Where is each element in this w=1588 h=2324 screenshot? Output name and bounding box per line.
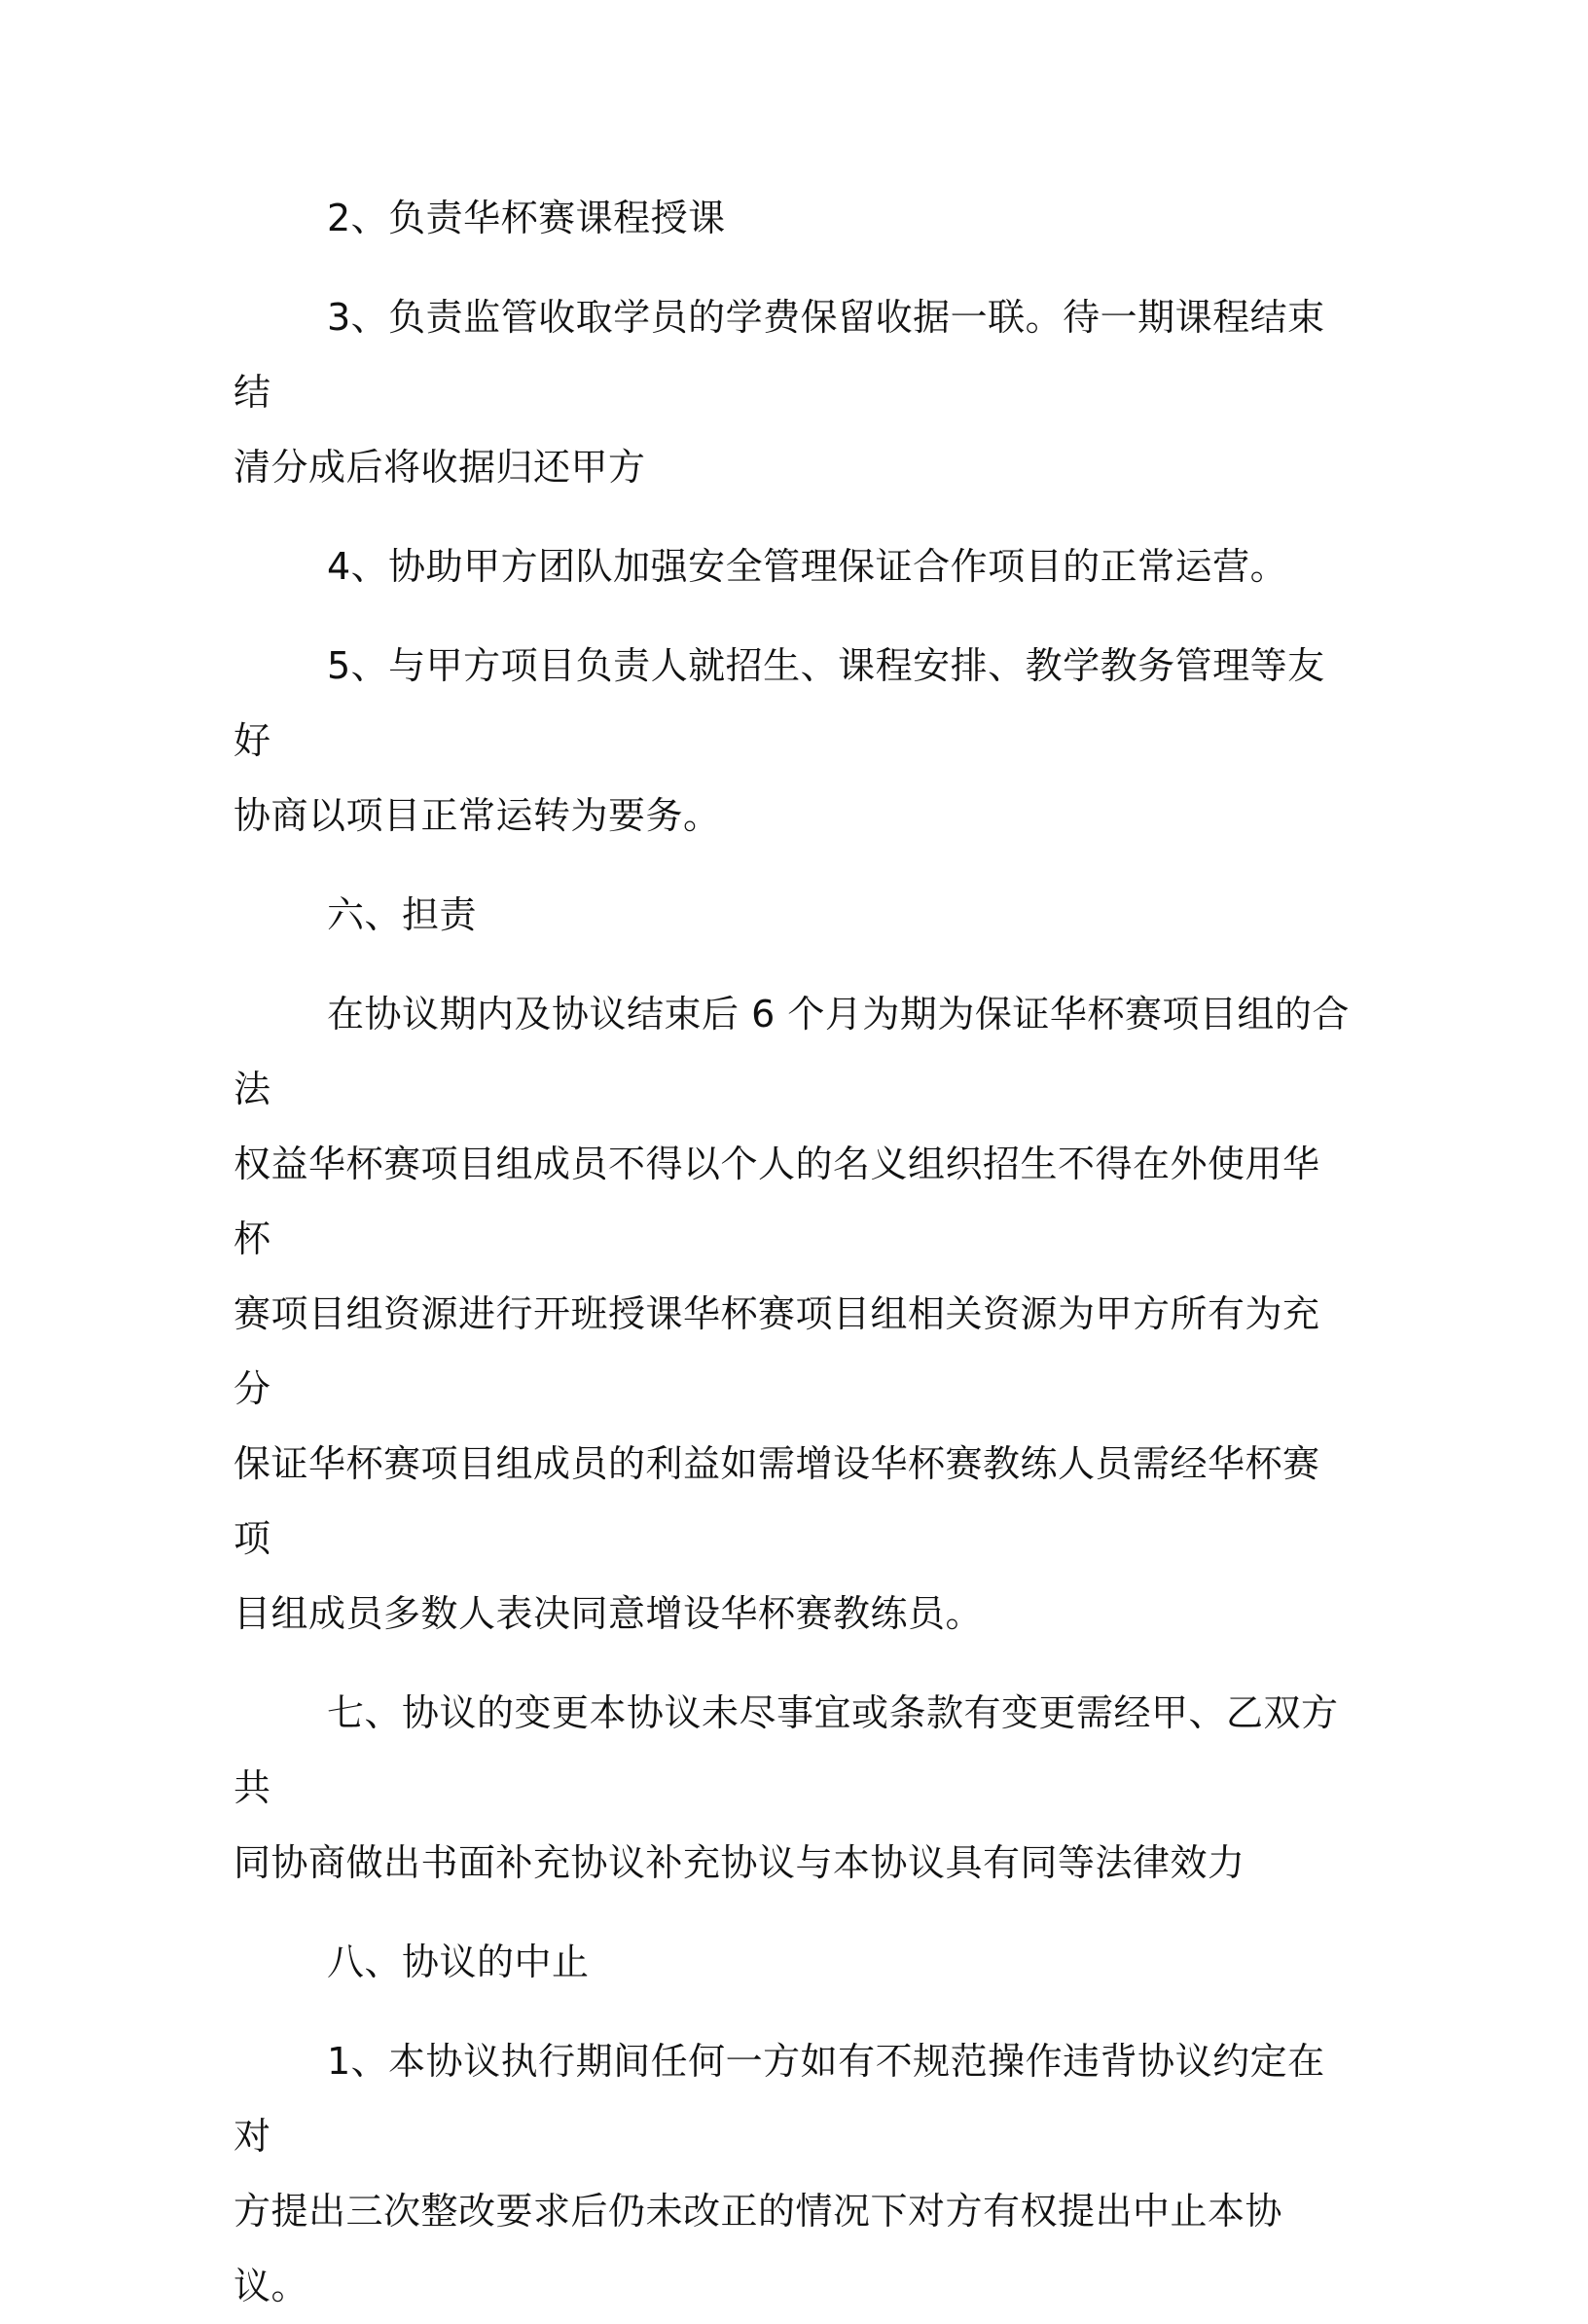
text-line: 目组成员多数人表决同意增设华杯赛教练员。: [234, 1592, 984, 1635]
heading-text: 八、协议的中止: [327, 1941, 590, 1983]
paragraph-item-3: [234, 280, 1353, 505]
text-line: 2、负责华杯赛课程授课: [327, 197, 726, 239]
text-line: 同协商做出书面补充协议补充协议与本协议具有同等法律效力: [234, 1841, 1245, 1884]
text-line: 保证华杯赛项目组成员的利益如需增设华杯赛教练人员需经华杯赛项: [234, 1442, 1320, 1560]
paragraph-item-2: [234, 181, 1353, 256]
text-line: 在协议期内及协议结束后 6 个月为期为保证华杯赛项目组的合法: [234, 993, 1350, 1110]
paragraph-termination-1: [234, 2024, 1353, 2324]
text-line: 方提出三次整改要求后仍未改正的情况下对方有权提出中止本协议。: [234, 2190, 1283, 2307]
paragraph-item-4: [234, 529, 1353, 604]
text-line: 七、协议的变更本协议未尽事宜或条款有变更需经甲、乙双方共: [234, 1691, 1339, 1809]
paragraph-liability: [234, 977, 1353, 1652]
section-heading-liability: [234, 878, 1353, 953]
section-heading-termination: [234, 1925, 1353, 2000]
text-line: 3、负责监管收取学员的学费保留收据一联。待一期课程结束结: [234, 296, 1325, 414]
text-line: 4、协助甲方团队加强安全管理保证合作项目的正常运营。: [327, 545, 1288, 588]
document-body: [234, 181, 1353, 2324]
text-line: 清分成后将收据归还甲方: [234, 446, 646, 489]
paragraph-item-5: [234, 629, 1353, 853]
text-line: 协商以项目正常运转为要务。: [234, 794, 721, 837]
paragraph-amendment: [234, 1676, 1353, 1901]
text-line: 1、本协议执行期间任何一方如有不规范操作违背协议约定在对: [234, 2040, 1325, 2158]
text-line: 5、与甲方项目负责人就招生、课程安排、教学教务管理等友好: [234, 644, 1325, 762]
text-line: 赛项目组资源进行开班授课华杯赛项目组相关资源为甲方所有为充分: [234, 1292, 1320, 1410]
heading-text: 六、担责: [327, 893, 478, 936]
text-line: 权益华杯赛项目组成员不得以个人的名义组织招生不得在外使用华杯: [234, 1143, 1320, 1260]
